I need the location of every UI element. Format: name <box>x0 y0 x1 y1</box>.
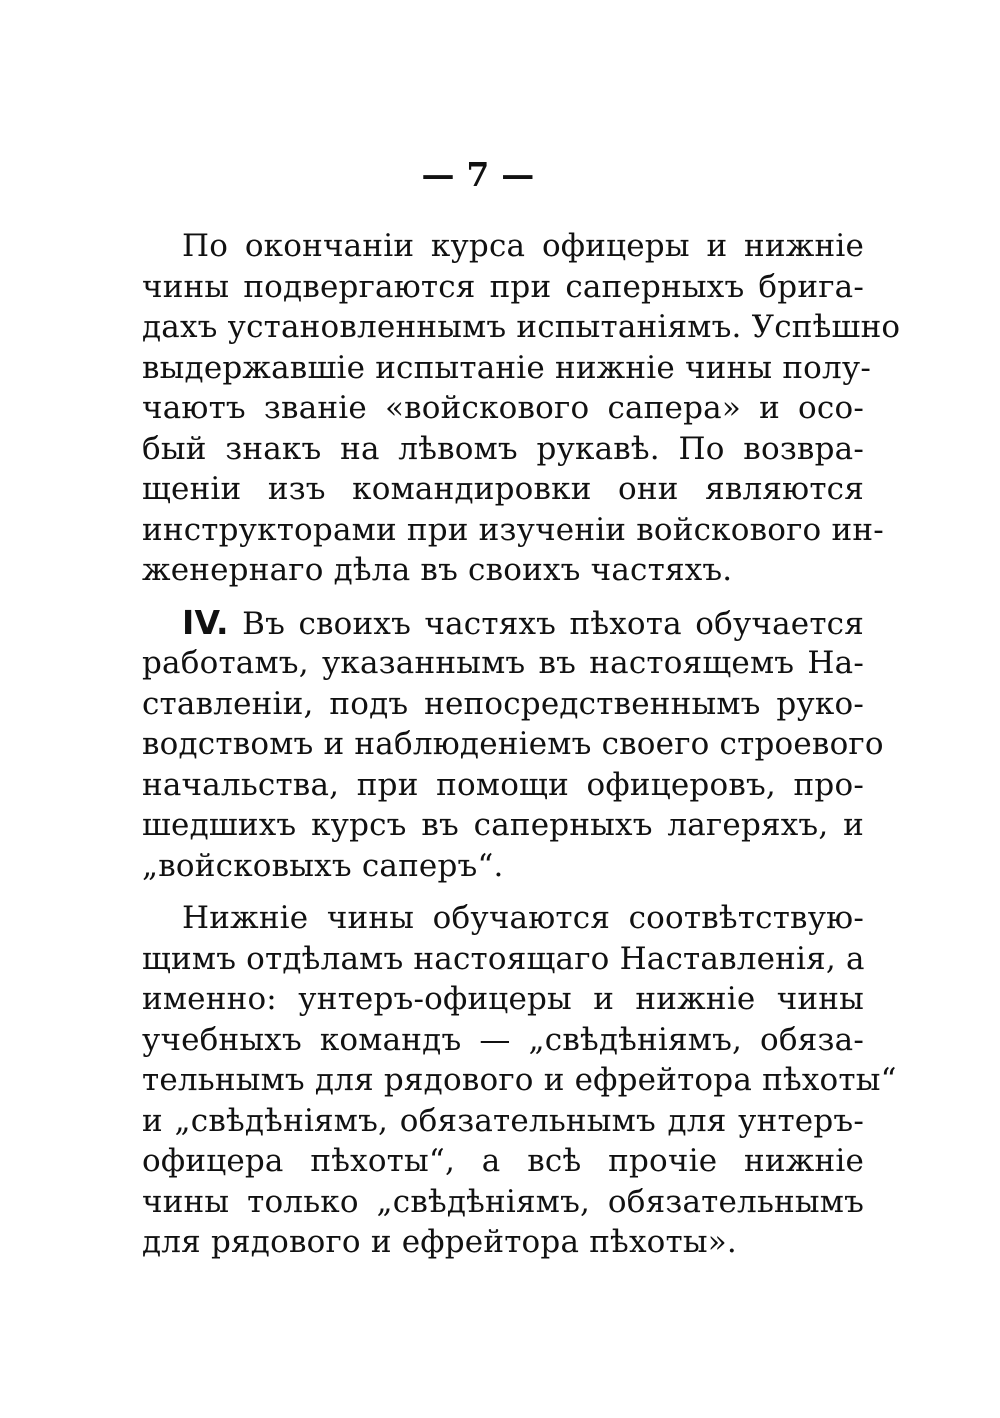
text-line: тельнымъ для рядового и ефрейтора пѣхоты“ <box>142 1062 897 1098</box>
paragraph-3 <box>142 898 897 1263</box>
text-line: Нижнiе чины обучаются соотвѣтствую- <box>182 900 864 936</box>
text-line: инструкторами при изученiи войскового ин- <box>142 511 884 548</box>
text-line: для рядового и ефрейтора пѣхоты». <box>142 1224 737 1260</box>
text-line: бый знакъ на лѣвомъ рукавѣ. По возвра- <box>142 430 864 467</box>
text-line: водствомъ и наблюденiемъ своего строевого <box>142 726 884 762</box>
text-line: шедшихъ курсъ въ саперныхъ лагеряхъ, и <box>142 807 864 843</box>
text-line: чины только „свѣдѣнiямъ, обязательнымъ <box>142 1183 864 1220</box>
text-line: ставленiи, подъ непосредственнымъ руко- <box>142 685 864 722</box>
text-line: Въ своихъ частяхъ пѣхота обучается <box>242 605 864 642</box>
text-line: щенiи изъ командировки они являются <box>142 471 864 507</box>
text-line: работамъ, указаннымъ въ настоящемъ На- <box>142 645 864 681</box>
text-line: учебныхъ командъ — „свѣдѣнiямъ, обяза- <box>142 1021 864 1058</box>
text-line: щимъ отдѣламъ настоящаго Наставленiя, а <box>142 940 865 977</box>
text-line: По окончанiи курса офицеры и нижнiе <box>182 228 864 264</box>
text-line: дахъ установленнымъ испытанiямъ. Успѣшно <box>142 309 901 345</box>
paragraph-1 <box>142 226 901 591</box>
page-number: — 7 — <box>421 155 535 194</box>
text-line: „войсковыхъ саперъ“. <box>142 847 504 884</box>
paragraph-2 <box>142 602 884 887</box>
section-number: IV. <box>182 602 229 642</box>
text-line: офицера пѣхоты“, а всѣ прочiе нижнiе <box>142 1143 864 1179</box>
text-line: выдержавшiе испытанiе нижнiе чины полу- <box>142 349 872 386</box>
text-line: женернаго дѣла въ своихъ частяхъ. <box>142 552 733 588</box>
text-line: начальства, при помощи офицеровъ, про- <box>142 766 864 803</box>
text-line: именно: унтеръ-офицеры и нижнiе чины <box>142 981 864 1017</box>
text-line: чаютъ званiе «войскового сапера» и осо- <box>142 390 864 426</box>
text-line-with-section <box>142 603 864 644</box>
text-line: и „свѣдѣнiямъ, обязательнымъ для унтеръ- <box>142 1102 864 1139</box>
text-line: чины подвергаются при саперныхъ брига- <box>142 268 864 305</box>
document-page <box>142 150 901 1263</box>
